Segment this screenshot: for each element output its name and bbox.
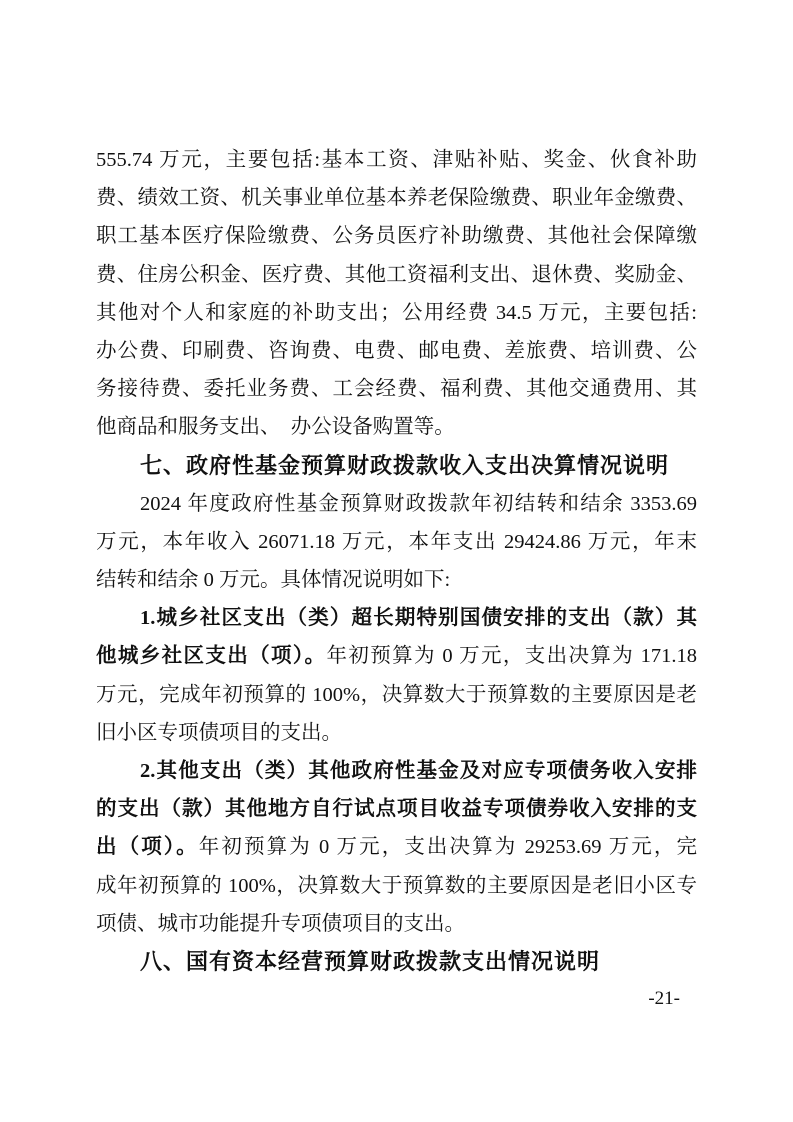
text-run: 费、住房公积金、医疗费、其他工资福利支出、退休费、奖励金、 (96, 263, 697, 286)
text-run: 555.74 万元，主要包括:基本工资、津贴补贴、奖金、伙食补助 (96, 149, 697, 171)
text-line (96, 599, 697, 637)
text-line (96, 332, 697, 370)
text-line (96, 294, 697, 332)
text-line (96, 141, 697, 179)
text-run: 年初预算为 0 万元，支出决算为 171.18 (326, 645, 697, 668)
text-line (96, 370, 697, 408)
document-body (96, 141, 697, 981)
text-line (96, 790, 697, 828)
text-run: 费、绩效工资、机关事业单位基本养老保险缴费、职业年金缴费、 (96, 187, 697, 210)
text-run: 万元，完成年初预算的 100%，决算数大于预算数的主要原因是老 (96, 683, 697, 706)
text-line (96, 828, 697, 866)
text-line (96, 523, 697, 561)
text-line (96, 676, 697, 714)
section-heading-seven: 七、政府性基金预算财政拨款收入支出决算情况说明 (140, 452, 670, 478)
text-line (96, 905, 697, 943)
text-line (96, 179, 697, 217)
text-run: 旧小区专项债项目的支出。 (96, 721, 342, 744)
section-heading-eight: 八、国有资本经营预算财政拨款支出情况说明 (140, 948, 601, 974)
text-run: 项债、城市功能提升专项债项目的支出。 (96, 912, 465, 935)
page-number: -21- (648, 988, 680, 1009)
text-line (96, 485, 697, 523)
text-line (96, 561, 697, 599)
bold-run: 他城乡社区支出（项）。 (96, 645, 327, 668)
text-line (96, 217, 697, 255)
bold-run: 的支出（款）其他地方自行试点项目收益专项债券收入安排的支 (96, 798, 697, 821)
text-run: 职工基本医疗保险缴费、公务员医疗补助缴费、其他社会保障缴 (96, 225, 697, 248)
bold-run: 出（项）。 (96, 836, 199, 859)
text-run: 务接待费、委托业务费、工会经费、福利费、其他交通费用、其 (96, 378, 697, 401)
bold-run: 1.城乡社区支出（类）超长期特别国债安排的支出（款）其 (140, 607, 697, 630)
text-line (96, 637, 697, 675)
bold-run: 2.其他支出（类）其他政府性基金及对应专项债务收入安排 (140, 760, 697, 782)
text-run: 他商品和服务支出、 办公设备购置等。 (96, 416, 455, 439)
text-run: 成年初预算的 100%，决算数大于预算数的主要原因是老旧小区专 (96, 874, 697, 897)
text-run: 其他对个人和家庭的补助支出；公用经费 34.5 万元，主要包括: (96, 301, 697, 324)
text-run: 办公费、印刷费、咨询费、电费、邮电费、差旅费、培训费、公 (96, 339, 697, 362)
text-line (96, 714, 697, 752)
text-run: 结转和结余 0 万元。具体情况说明如下: (96, 569, 451, 592)
text-run: 万元，本年收入 26071.18 万元，本年支出 29424.86 万元，年末 (96, 530, 697, 553)
text-run: 2024 年度政府性基金预算财政拨款年初结转和结余 3353.69 (140, 492, 697, 515)
text-line (96, 408, 697, 446)
text-run: 年初预算为 0 万元，支出决算为 29253.69 万元，完 (198, 836, 697, 859)
text-line (96, 867, 697, 905)
text-line (96, 752, 697, 790)
text-line (96, 256, 697, 294)
